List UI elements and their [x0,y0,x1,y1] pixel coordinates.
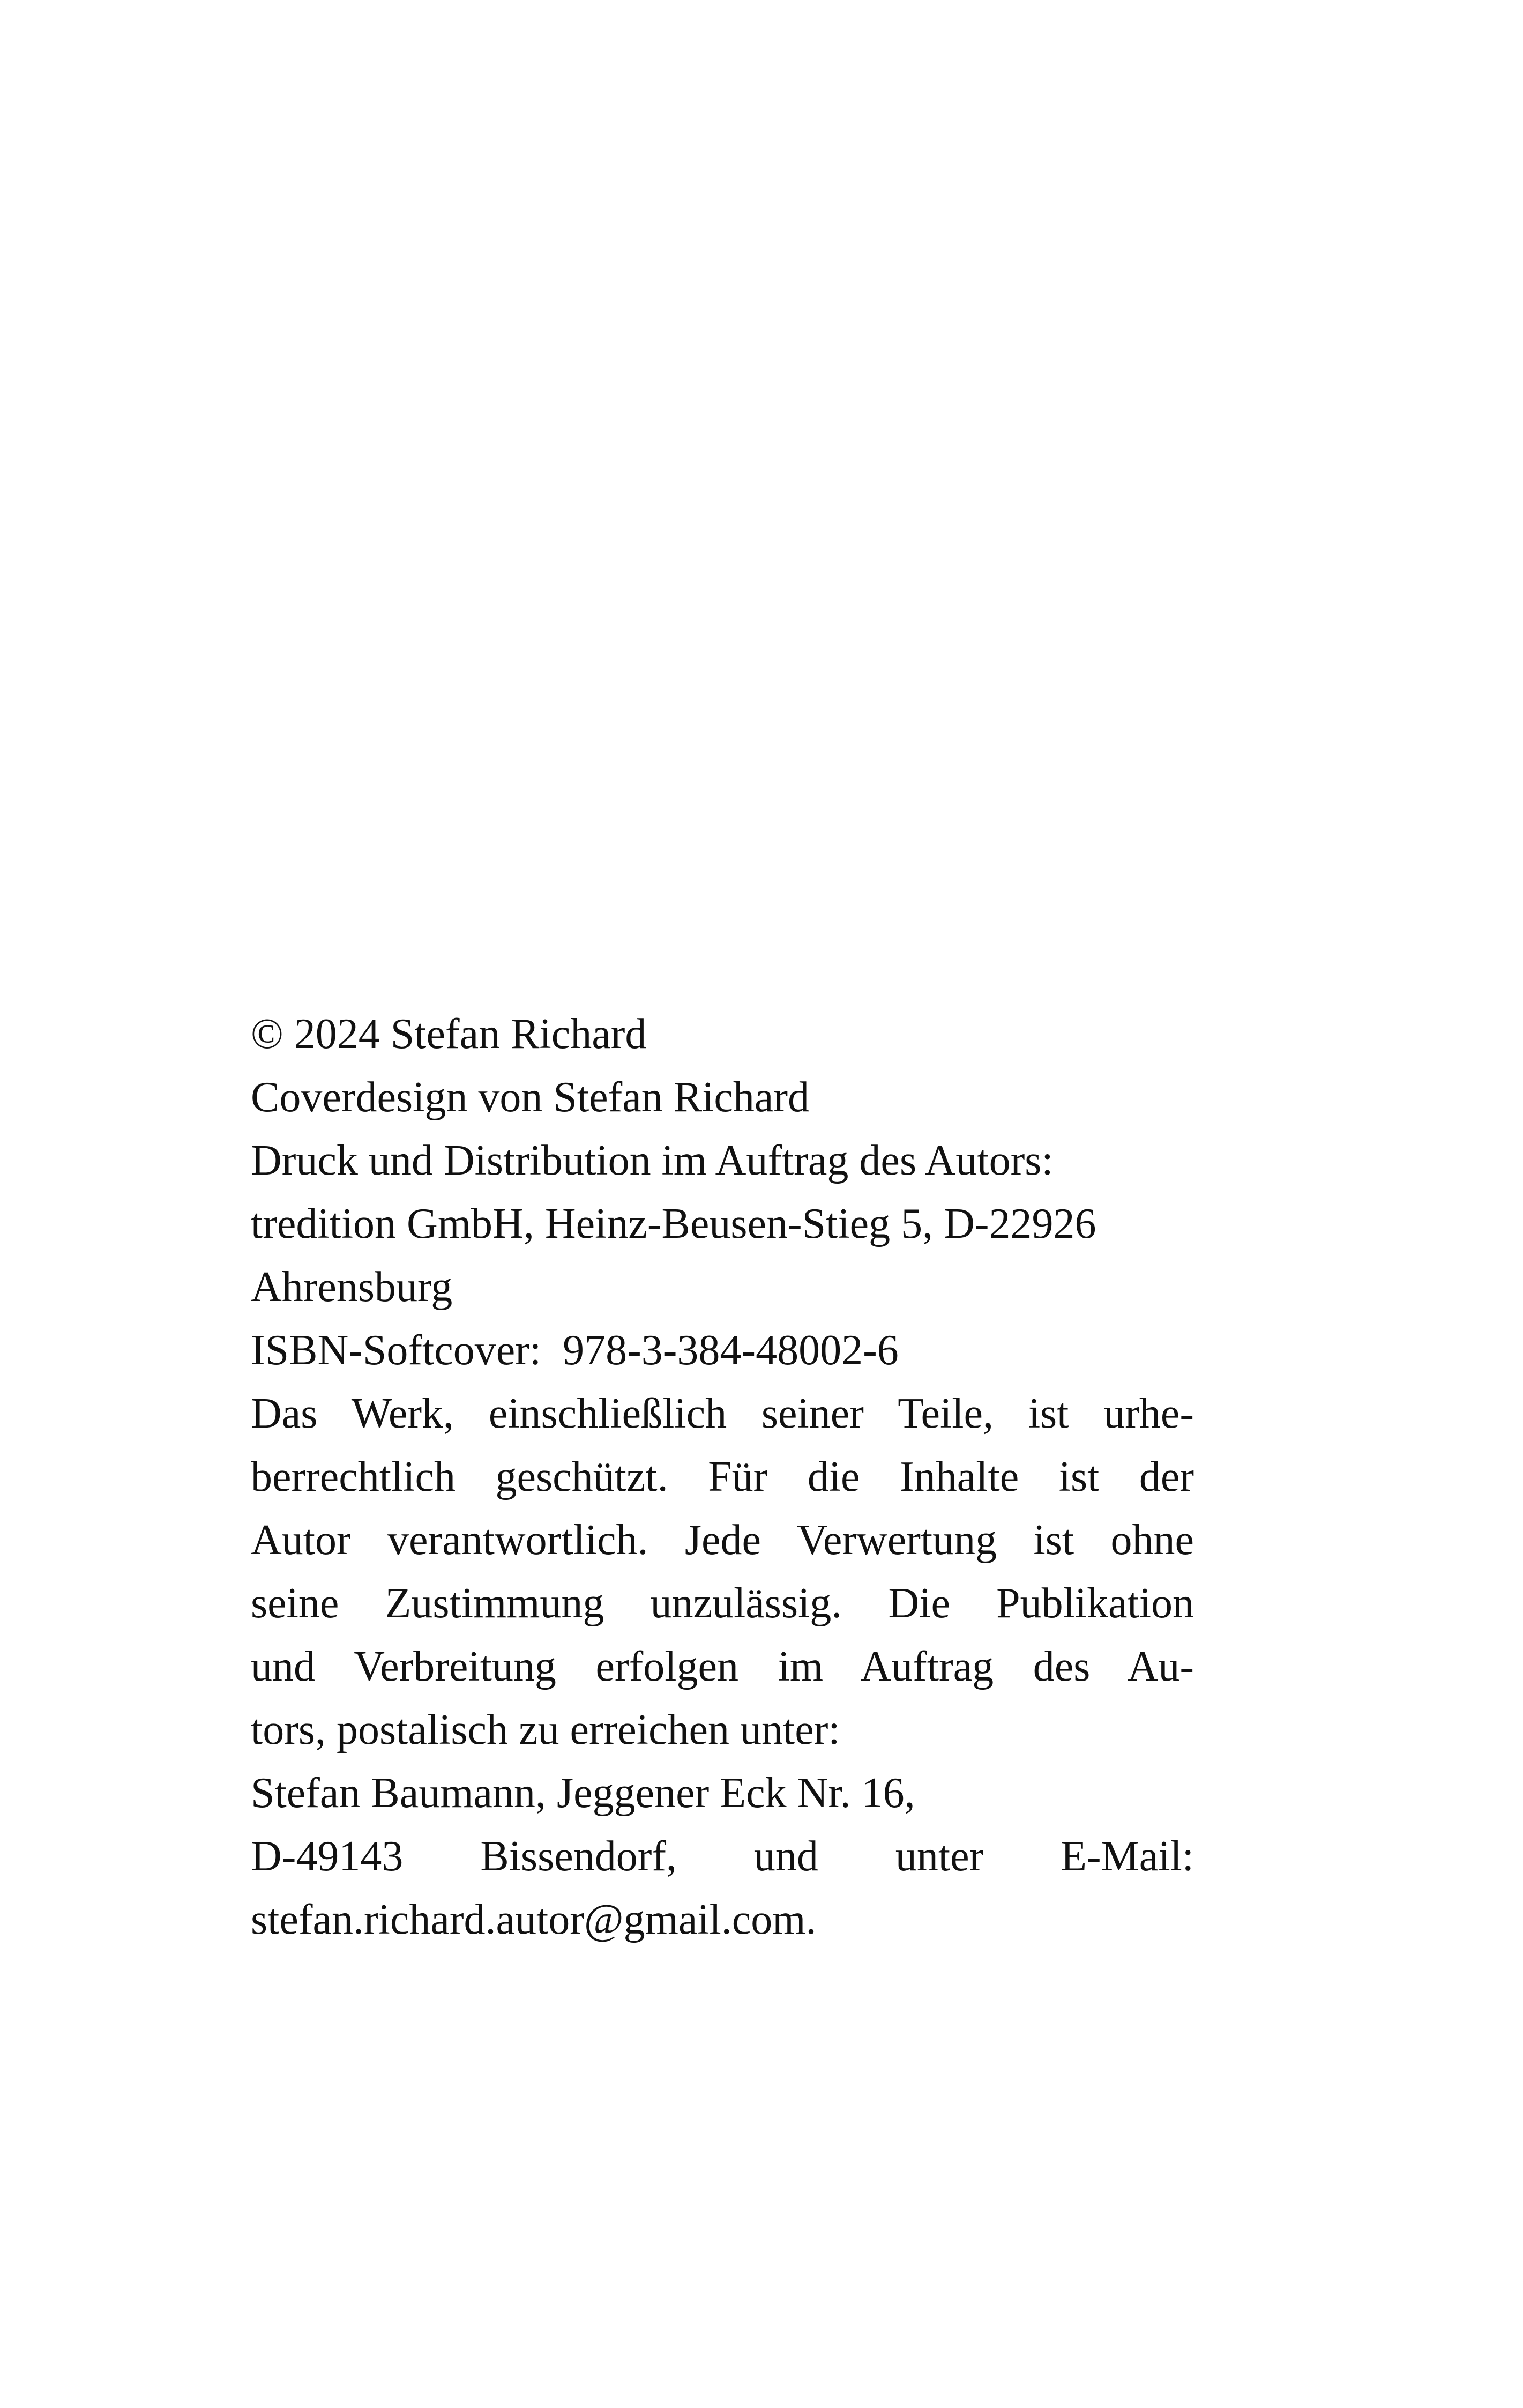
copyright-line: © 2024 Stefan Richard [251,1010,647,1058]
legal-line: berrechtlich geschützt. Für die Inhalte ist der [251,1453,1194,1500]
author-city-email-line: D-49143 Bissendorf, und unter E-Mail: [251,1833,1194,1880]
cover-design-line: Coverdesign von Stefan Richard [251,1074,809,1121]
author-address-line: Stefan Baumann, Jeggener Eck Nr. 16, [251,1770,915,1817]
author-email-line: stefan.richard.autor@gmail.com. [251,1896,817,1943]
publisher-block [251,1129,1194,1319]
imprint-block [251,1002,1194,1951]
legal-line: tors, postalisch zu erreichen unter: [251,1706,840,1753]
legal-notice-block [251,1382,1194,1951]
publisher-city-line: Ahrensburg [251,1264,453,1311]
isbn-block [251,1319,1194,1382]
legal-line: Das Werk, einschließlich seiner Teile, ist urhe- [251,1390,1194,1437]
isbn-line: ISBN-Softcover: 978-3-384-48002-6 [251,1327,899,1374]
legal-line: und Verbreitung erfolgen im Auftrag des Au- [251,1643,1194,1690]
legal-line: seine Zustimmung unzulässig. Die Publikation [251,1580,1194,1627]
copyright-block [251,1002,1194,1129]
publisher-address-line: tredition GmbH, Heinz-Beusen-Stieg 5, D-22926 [251,1200,1096,1247]
legal-line: Autor verantwortlich. Jede Verwertung ist ohne [251,1517,1194,1564]
print-intro-line: Druck und Distribution im Auftrag des Autors: [251,1137,1054,1184]
